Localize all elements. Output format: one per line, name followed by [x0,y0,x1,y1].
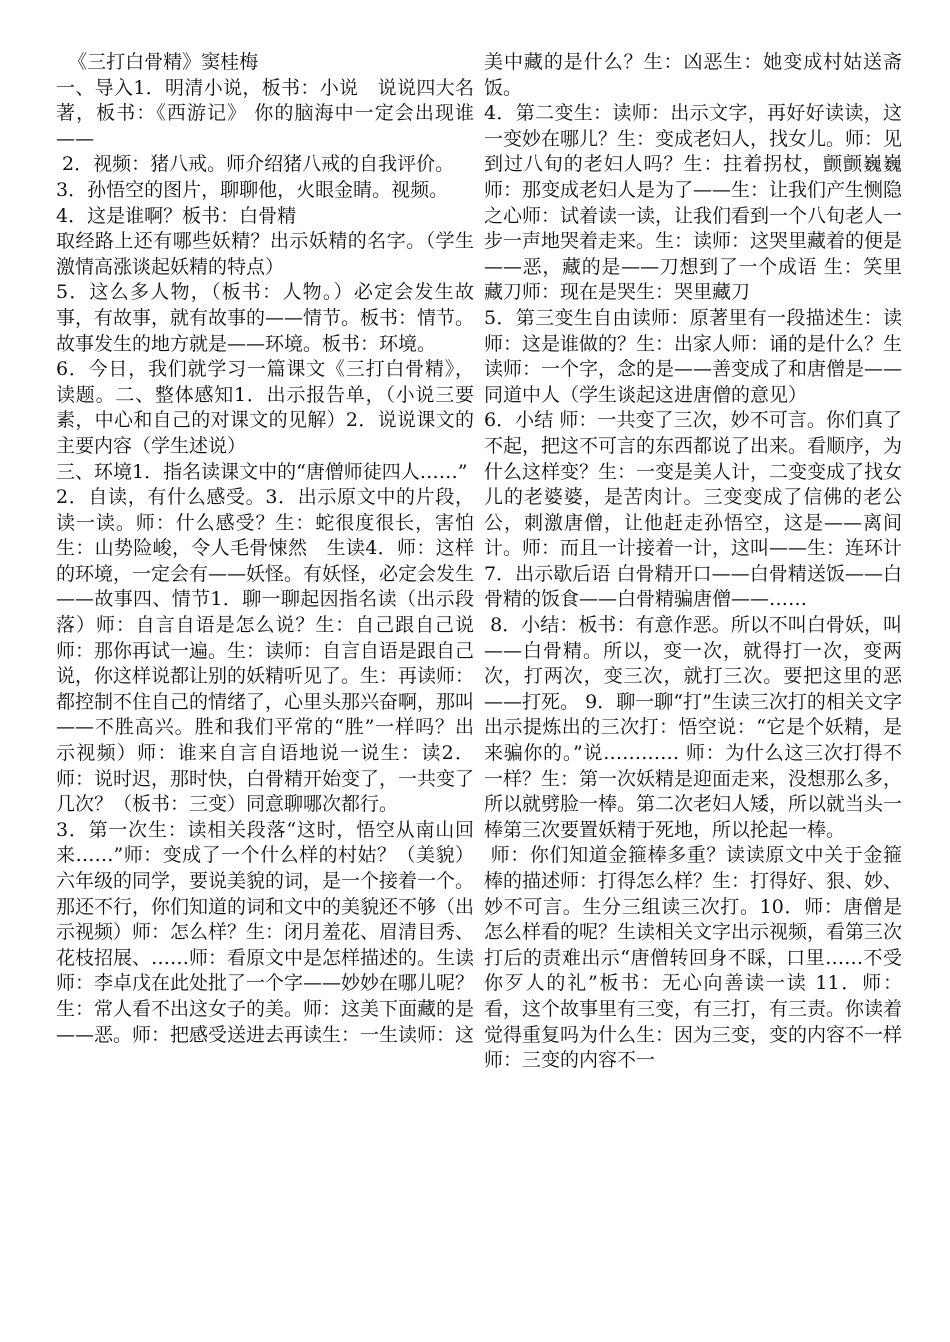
paragraph-first-change: 3．第一次生：读相关段落“这时，悟空从南山回来……”师：变成了一个什么样的村姑？（美貌）六年级的同学，要说美貌的词，是一个接着一个。那还不行，你们知道的词和文中的美貌还不够（出示视频）师：怎么样？生：闭月羞花、眉清目秀、花枝招展、……师：看原文中是怎样描述的。生读师：李卓戊在此处批了一个字——妙妙在哪儿呢？生：常人看不出这女子的美。师：这美下面藏的是——恶。师：把感受送进去再读生：一生读师：这 [56,818,475,1046]
paragraph-environment-2: 2．自读，有什么感受。3．出示原文中的片段，读一读。师：什么感受？生：蛇很度很长，害怕生：山势险峻，令人毛骨悚然 生读4．师：这样的环境，一定会有——妖怪。有妖怪，必定会发生——故事四、情节1．聊一聊起因指名读（出示段落）师：自言自语是怎么说？生：自己跟自己说师：那你再试一遍。生：读师：自言自语是跟自己说，你这样说都让别的妖精听见了。生：再读师：都控制不住自己的情绪了，心里头那兴奋啊，那叫——不胜高兴。胜和我们平常的“胜”一样吗？出示视频）师：谁来自言自语地说一说生：读2．师：说时迟，那时快，白骨精开始变了，一共变了几次？（板书：三变）同意聊哪次都行。 [56,486,475,816]
paragraph-overview: 6．今日，我们就学习一篇课文《三打白骨精》，读题。二、整体感知1．出示报告单，（小说三要素，中心和自己的对课文的见解）2．说说课文的主要内容（学生述说） [56,358,474,457]
paragraph-xiehouyu-7: 7．出示歇后语 白骨精开口——白骨精送饭——白骨精的饭食——白骨精骗唐僧——…… [484,562,902,611]
paragraph-intro-1: 一、导入1．明清小说，板书：小说 说说四大名著，板书：《西游记》 你的脑海中一定会出现谁—— [56,76,474,150]
paragraph-summary-8: 8．小结：板书：有意作恶。所以不叫白骨妖，叫——白骨精。所以，变一次，就得打一次，变两次，打两次，变三次，就打三次。要把这里的恶——打死。 9．聊一聊“打”生读三次打的相关文字出示提炼出的三次打：悟空说：“它是个妖精，是来骗你的。”说………… 师：为什么这三次打得不一样？生：第一次妖精是迎面走来，没想那么多，所以就劈脸一棒。第二次老妇人矮，所以就当头一棒第三次要置妖精于死地，所以抡起一棒。 [484,614,903,841]
paragraph-golden-staff: 师：你们知道金箍棒多重？读读原文中关于金箍棒的描述师：打得怎么样？生：打得好、狠、妙、妙不可言。生分三组读三次打。10．师：唐僧是怎么样看的呢？生读相关文字出示视频，看第三次打后的责难出示“唐僧转回身不睬，口里……不受你歹人的礼”板书：无心向善读一读 11．师：看，这个故事里有三变，有三打，有三责。你读着觉得重复吗为什么生：因为三变，变的内容不一样师：三变的内容不一 [484,844,903,1072]
paragraph-intro-5: 5．这么多人物，（板书：人物。）必定会发生故事，有故事，就有故事的——情节。板书：情节。故事发生的地方就是——环境。板书：环境。 [56,281,475,355]
paragraph-intro-2: 2．视频：猪八戒。师介绍猪八戒的自我评价。 [56,153,455,176]
paragraph-environment-1: 三、环境1．指名读课文中的“唐僧师徒四人……” [56,460,468,483]
paragraph-second-change: 4．第二变生：读师：出示文字，再好好读读，这一变妙在哪儿？生：变成老妇人，找女儿。师：见到过八旬的老妇人吗？生：拄着拐杖，颤颤巍巍师：那变成老妇人是为了——生：让我们产生恻隐之心师：试着读一读，让我们看到一个八旬老人一步一声地哭着走来。生：读师：这哭里藏着的便是——恶，藏的是——刀想到了一个成语 生：笑里藏刀师：现在是哭生：哭里藏刀 [484,102,903,304]
paragraph-intro-4: 4．这是谁啊？板书：白骨精 [56,204,297,227]
right-text-column [484,50,902,1074]
paragraph-first-change-cont: 美中藏的是什么？生：凶恶生：她变成村姑送斋饭。 [484,51,902,99]
paragraph-third-change: 5．第三变生自由读师：原著里有一段描述生：读师：这是谁做的？生：出家人师：诵的是什么？生读师：一个字，念的是——善变成了和唐僧是——同道中人（学生谈起这进唐僧的意见） [484,306,903,406]
paragraph-intro-4b: 取经路上还有哪些妖精？出示妖精的名字。（学生激情高涨谈起妖精的特点） [56,230,474,278]
paragraph-summary-6: 6．小结 师：一共变了三次，妙不可言。你们真了不起，把这不可言的东西都说了出来。看顺序，为什么这样变？生：一变是美人计，二变变成了找女儿的老婆婆，是苦肉计。三变变成了信佛的老公公，刺激唐僧，让他赶走孙悟空，这是——离间计。师：而且一计接着一计，这叫——生：连环计 [484,409,903,560]
left-text-column [56,50,474,1048]
document-title: 《三打白骨精》窦桂梅 [56,51,259,73]
paragraph-intro-3: 3．孙悟空的图片，聊聊他，火眼金睛。视频。 [56,178,449,201]
